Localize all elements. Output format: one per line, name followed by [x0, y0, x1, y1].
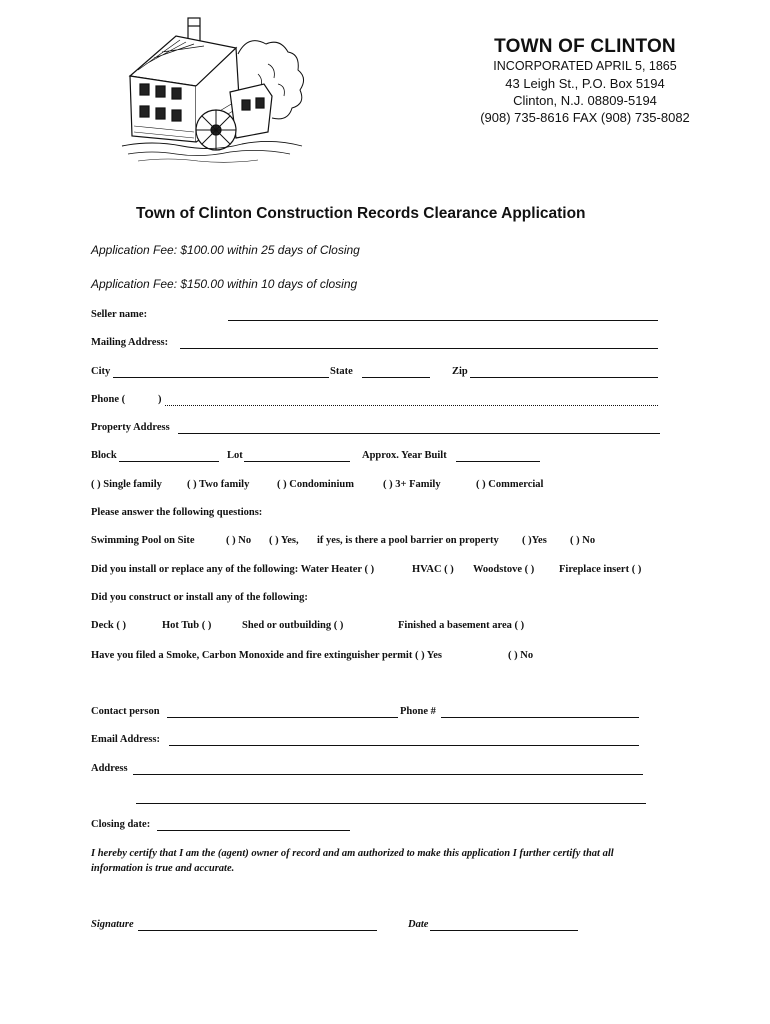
town-header	[455, 36, 715, 126]
state-label: State	[330, 366, 353, 377]
questions-intro: Please answer the following questions:	[91, 507, 263, 518]
lot-field[interactable]	[244, 450, 350, 462]
type-two-family[interactable]: ( ) Two family	[187, 479, 250, 490]
type-condominium[interactable]: ( ) Condominium	[277, 479, 355, 490]
barrier-no-option[interactable]: ( ) No	[570, 535, 596, 546]
contact-phone-field[interactable]	[441, 706, 639, 718]
closing-date-label: Closing date:	[91, 819, 151, 830]
fee-25-days: Application Fee: $100.00 within 25 days of Closing	[91, 243, 360, 257]
seller-name-row	[91, 309, 147, 320]
permit-question[interactable]: Have you filed a Smoke, Carbon Monoxide and fire extinguisher permit ( ) Yes	[91, 650, 442, 661]
contact-person-field[interactable]	[167, 706, 398, 718]
city-field[interactable]	[113, 366, 329, 378]
barrier-yes-option[interactable]: ( )Yes	[522, 535, 547, 546]
email-field[interactable]	[169, 734, 639, 746]
woodstove-option[interactable]: Woodstove ( )	[473, 564, 535, 575]
property-address-label: Property Address	[91, 422, 170, 433]
permit-no-option[interactable]: ( ) No	[508, 650, 534, 661]
phone-paren-close: )	[158, 394, 162, 405]
deck-option[interactable]: Deck ( )	[91, 620, 126, 631]
seller-name-label: Seller name:	[91, 309, 148, 320]
fee-10-days: Application Fee: $150.00 within 10 days of closing	[91, 277, 358, 291]
town-phone-fax: (908) 735-8616 FAX (908) 735-8082	[480, 110, 690, 125]
pool-label: Swimming Pool on Site	[91, 535, 195, 546]
signature-label: Signature	[91, 919, 134, 930]
hottub-option[interactable]: Hot Tub ( )	[162, 620, 212, 631]
town-name: TOWN OF CLINTON	[494, 36, 676, 57]
town-street-address: 43 Leigh St., P.O. Box 5194	[505, 76, 665, 91]
hvac-option[interactable]: HVAC ( )	[412, 564, 454, 575]
mailing-address-label: Mailing Address:	[91, 337, 169, 348]
town-city-zip: Clinton, N.J. 08809-5194	[513, 93, 657, 108]
fireplace-option[interactable]: Fireplace insert ( )	[559, 564, 642, 575]
zip-field[interactable]	[470, 366, 658, 378]
block-field[interactable]	[119, 450, 219, 462]
type-commercial[interactable]: ( ) Commercial	[476, 479, 544, 490]
mailing-address-row	[91, 337, 168, 348]
closing-date-field[interactable]	[157, 819, 350, 831]
pool-no-option[interactable]: ( ) No	[226, 535, 252, 546]
pool-yes-option[interactable]: ( ) Yes,	[269, 535, 299, 546]
address-field-1[interactable]	[133, 763, 643, 775]
type-single-family[interactable]: ( ) Single family	[91, 479, 162, 490]
shed-option[interactable]: Shed or outbuilding ( )	[242, 620, 344, 631]
mailing-address-field[interactable]	[180, 337, 658, 349]
basement-option[interactable]: Finished a basement area ( )	[398, 620, 525, 631]
construct-question: Did you construct or install any of the following:	[91, 592, 308, 603]
address-label: Address	[91, 763, 128, 774]
city-label: City	[91, 366, 111, 377]
pool-barrier-question: if yes, is there a pool barrier on property	[317, 535, 499, 546]
seller-name-field[interactable]	[228, 309, 658, 321]
year-built-label: Approx. Year Built	[362, 450, 447, 461]
certification-line-2: information is true and accurate.	[91, 863, 235, 874]
town-mill-logo	[118, 14, 314, 166]
incorporated-date: INCORPORATED APRIL 5, 1865	[493, 59, 677, 73]
lot-label: Lot	[227, 450, 243, 461]
install-question[interactable]: Did you install or replace any of the following: Water Heater ( )	[91, 564, 375, 575]
state-field[interactable]	[362, 366, 430, 378]
phone-field[interactable]	[165, 394, 658, 406]
certification-line-1: I hereby certify that I am the (agent) owner of record and am authorized to make this application I further certify that all	[91, 848, 614, 859]
property-address-field[interactable]	[178, 422, 660, 434]
contact-phone-label: Phone #	[400, 706, 436, 717]
zip-label: Zip	[452, 366, 468, 377]
date-label: Date	[408, 919, 429, 930]
date-field[interactable]	[430, 919, 578, 931]
phone-label: Phone (	[91, 394, 126, 405]
block-label: Block	[91, 450, 117, 461]
form-title: Town of Clinton Construction Records Clearance Application	[136, 205, 586, 222]
contact-person-label: Contact person	[91, 706, 160, 717]
signature-field[interactable]	[138, 919, 377, 931]
address-field-2[interactable]	[136, 792, 646, 804]
type-3plus-family[interactable]: ( ) 3+ Family	[383, 479, 441, 490]
year-built-field[interactable]	[456, 450, 540, 462]
email-label: Email Address:	[91, 734, 160, 745]
